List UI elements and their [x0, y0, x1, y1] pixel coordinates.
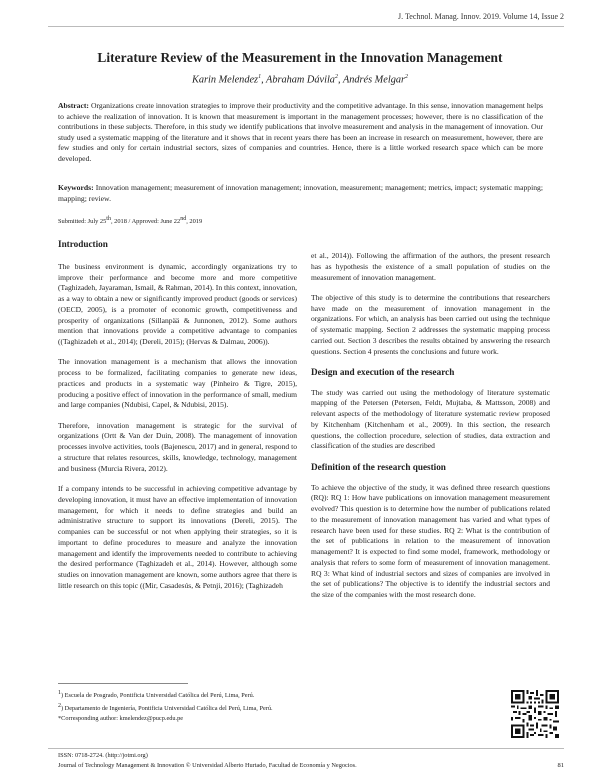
- footer-rule: [48, 748, 564, 749]
- paper-title: Literature Review of the Measurement in the Innovation Management: [97, 50, 503, 65]
- approved-label: , 2018 / Approved: June 22: [110, 218, 181, 226]
- approved-suffix: nd: [180, 216, 187, 222]
- page-number: 81: [557, 762, 564, 769]
- right-column: [311, 251, 550, 610]
- abstract-text: Organizations create innovation strategies to improve their productivity and the competitive advantage. In this sense, innovation management helps to achieve the realization of innovation. It is known that measurement is important in the management processes; however, there is no classification of the contributions in these subjects. Therefore, in this study we identify publications that involve measurement and analysis in the management of innovation. Our study used a systematic mapping of the literature and it shows that in recent years there has been an increase in research on measurement, however, there are few studies and only for certain industrial sectors, sizes of companies and countries. Hence, there is a little worked research space which can be more developed.: [58, 101, 543, 163]
- approved-year: , 2019: [186, 218, 203, 226]
- author-affiliation-mark: 1: [258, 74, 262, 80]
- journal-footer: Journal of Technology Management & Innovation © Universidad Alberto Hurtado, Facultad de Economía y Negocios.: [58, 762, 357, 769]
- footnote-text: ) Escuela de Posgrado, Pontificia Universidad Católica del Perú, Lima, Perú.: [61, 692, 255, 700]
- qr-code-image: [511, 690, 559, 738]
- paragraph: et al., 2014)). Following the affirmation of the authors, the present research has as hypothesis the existence of a small population of studies on the measurement of innovation management.: [311, 251, 550, 282]
- footnote-mark: 2: [58, 703, 61, 710]
- submission-dates: [58, 216, 202, 225]
- footnote-rule: [58, 683, 188, 684]
- footnote-mark: 1: [58, 690, 61, 696]
- author-affiliation-mark: 2: [405, 74, 408, 80]
- author-name: Abraham Dávila: [266, 74, 335, 86]
- keywords: [58, 183, 543, 204]
- footnote: [58, 701, 273, 714]
- footnote: [58, 714, 273, 724]
- section-heading-introduction: Introduction: [58, 239, 108, 249]
- paragraph: To achieve the objective of the study, it was defined three research questions (RQ): RQ 1: How have publications on innovation management measurement evolved? This question is to determine how the number of publications related to the measurement of innovation management has varied and what types of research have been used for these studies. RQ 2: What is the contribution of the set of publications in relation to the measurement of innovation management? It is expected to find some model, framework, methodology or analysis that refers to some form of measurement of innovation management. RQ 3: What kind of industrial sectors and sizes of companies are involved in the set of publications? The objective is to identify the industrial sectors and the size of the companies with the most research done.: [311, 482, 550, 600]
- author-affiliation-mark: 2: [334, 74, 338, 80]
- author-name: Andrés Melgar: [342, 74, 405, 86]
- footnote-text: *Corresponding author: kmelendez@pucp.edu.pe: [58, 715, 184, 723]
- author-separator: ,: [261, 74, 267, 86]
- footnote: [58, 688, 273, 701]
- paragraph: The study was carried out using the methodology of literature systematic mapping of the Petersen (Petersen, Feldt, Mujtaba, & Mattsson, 2008) and relevant aspects of the methodology of literature systematic review proposed by Kitchenham (Kitchenham et al., 2009). In this section, the research questions, the collection procedure, selection of studies, data extraction and classification of the studies are described: [311, 387, 550, 451]
- paragraph: The objective of this study is to determine the contributions that researchers have made on the measurement of innovation management in the organizations. For which, an analysis has been carried out using the technique of systematic mapping. Section 2 addresses the systematic mapping process carried out. Section 3 describes the results obtained by answering the research questions. Section 4 presents the conclusions and future work.: [311, 292, 550, 356]
- paragraph: If a company intends to be successful in achieving competitive advantage by developing innovation, it must have an effective implementation of innovation management, for which it needs to define strategies and build an administrative structure to support its innovations (Dereli, 2015). The companies can be successful or not when applying their strategies, so it is important to define procedures to measure and analyze the innovation management and identify the improvements needed to contribute to achieving the desired performance (Taghizadeh et al., 2014). However, although some studies on innovation management are known, some authors agree that there is little research on this topic ((Mir, Casadesús, & Petnji, 2016); (Taghizadeh: [58, 484, 297, 590]
- paragraph: The business environment is dynamic, accordingly organizations try to improve their performance and become more and more competitive (Taghizadeh, Jayaraman, Ismail, & Rahman, 2014). In this context, innovation, as a way to obtain a new or significantly improved product (goods or services) (OECD, 2005), is a promoter of economic growth, competitiveness and prosperity of organizations (Sillanpää & Junnonen, 2012). Some authors mention that innovations provide a competitive advantage to companies ((Taghizadeh et al., 2014); (Dereli, 2015); (Hervas & Dalmau, 2006)).: [58, 261, 297, 346]
- section-heading-design: Design and execution of the research: [311, 366, 455, 377]
- author-name: Karin Melendez: [192, 74, 259, 86]
- submitted-suffix: th: [106, 216, 111, 222]
- abstract-label: Abstract:: [58, 101, 89, 110]
- issn-line: ISSN: 0718-2724. (http://jotmi.org): [58, 752, 148, 759]
- keywords-label: Keywords:: [58, 183, 94, 192]
- footnotes: [58, 688, 273, 724]
- submitted-label: Submitted: July 25: [58, 218, 107, 226]
- section-heading-definition: Definition of the research question: [311, 461, 446, 472]
- journal-running-head: J. Technol. Manag. Innov. 2019. Volume 14, Issue 2: [397, 12, 564, 21]
- header-rule: [48, 26, 564, 27]
- abstract: [58, 101, 543, 165]
- paragraph: Therefore, innovation management is strategic for the survival of organizations (Ortt & Van der Duin, 2008). The management of innovation processes involve activities, tools (Bajenescu, 2017) and in general, respond to a structure that relates resources, skills, knowledge, technology, management and business (Murcia Rivera, 2012).: [58, 420, 297, 473]
- keywords-text: Innovation management; measurement of innovation management; innovation, measurement; management; metrics, impact; systematic mapping; mapping; review.: [58, 183, 543, 203]
- footnote-text: ) Departamento de Ingeniería, Pontificia Universidad Católica del Perú, Lima, Perú.: [61, 705, 273, 713]
- author-separator: ,: [337, 74, 343, 86]
- author-list: [40, 74, 560, 85]
- left-column: [58, 239, 297, 601]
- paragraph: The innovation management is a mechanism that allows the innovation process to be formalized, facilitating companies to generate new ideas, practices and products in a systematic way (Pinheiro & Tigre, 2015), producing a positive effect of innovation in the performance of small, medium and large companies (Ndubisi, Capel, & Ndubisi, 2015).: [58, 357, 297, 410]
